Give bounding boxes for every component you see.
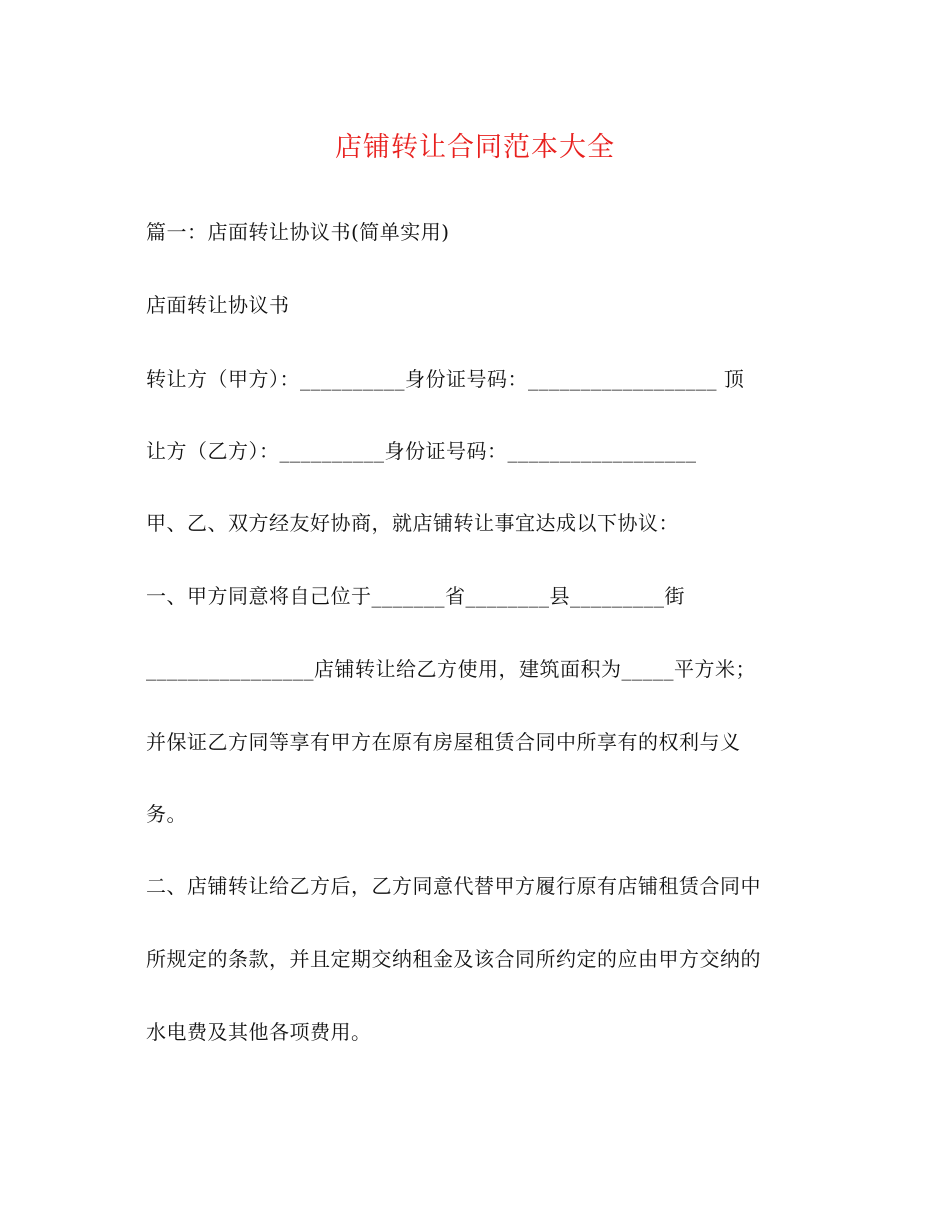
transferee-line: 让方（乙方）：__________身份证号码：__________________ <box>146 439 697 463</box>
agreement-title: 店面转让协议书 <box>146 293 290 317</box>
clause-one-line-3: 并保证乙方同等享有甲方在原有房屋租赁合同中所享有的权利与义 <box>146 730 741 754</box>
clause-one-line-1: 一、甲方同意将自己位于_______省________县_________街 <box>146 584 685 608</box>
clause-one-line-4: 务。 <box>146 802 187 826</box>
agreement-intro: 甲、乙、双方经友好协商，就店铺转让事宜达成以下协议： <box>146 511 679 535</box>
clause-two-line-2: 所规定的条款，并且定期交纳租金及该合同所约定的应由甲方交纳的 <box>146 947 761 971</box>
transferor-line: 转让方（甲方）：__________身份证号码：__________________ 顶 <box>146 367 745 391</box>
clause-two-line-1: 二、店铺转让给乙方后，乙方同意代替甲方履行原有店铺租赁合同中 <box>146 874 761 898</box>
section-heading: 篇一：店面转让协议书(简单实用) <box>146 220 450 244</box>
clause-two-line-3: 水电费及其他各项费用。 <box>146 1020 372 1044</box>
document-title: 店铺转让合同范本大全 <box>335 132 615 163</box>
clause-one-line-2: ________________店铺转让给乙方使用，建筑面积为_____平方米； <box>146 657 756 681</box>
